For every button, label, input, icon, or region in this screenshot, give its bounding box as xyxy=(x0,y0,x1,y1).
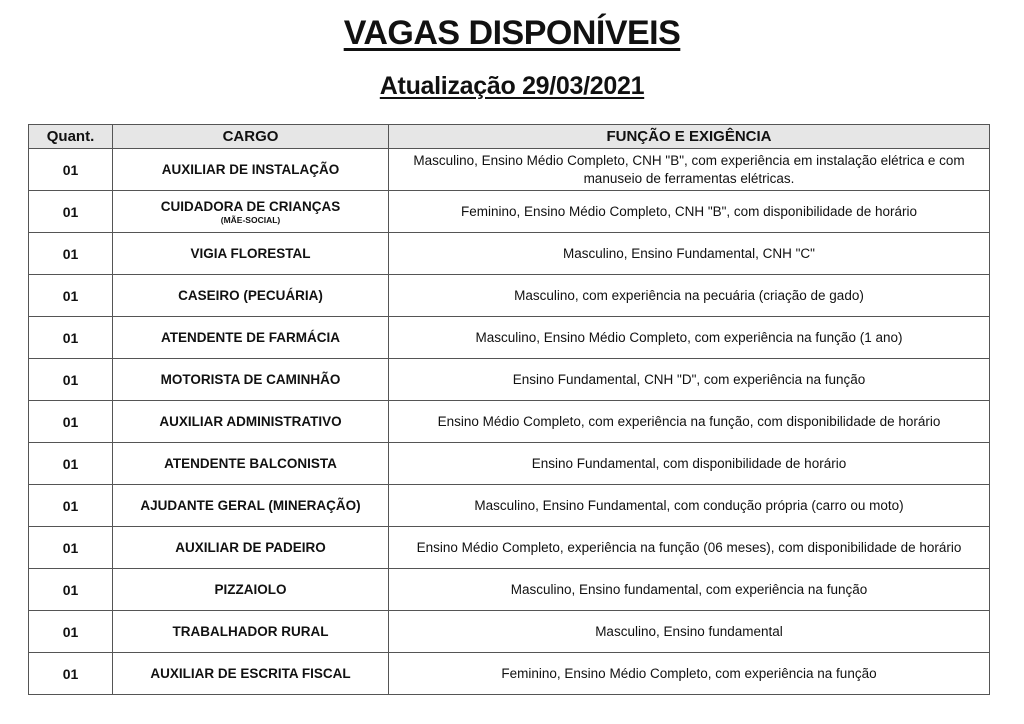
funcao-cell: Ensino Fundamental, CNH "D", com experiência na função xyxy=(389,359,990,401)
funcao-cell: Masculino, Ensino Médio Completo, CNH "B", com experiência em instalação elétrica e com manuseio de ferramentas elétricas. xyxy=(389,149,990,191)
table-row xyxy=(29,233,990,275)
column-header-funcao: FUNÇÃO E EXIGÊNCIA xyxy=(389,125,990,149)
table-row xyxy=(29,485,990,527)
cargo-title: PIZZAIOLO xyxy=(214,581,287,597)
quant-cell: 01 xyxy=(29,611,113,653)
quant-cell: 01 xyxy=(29,485,113,527)
funcao-cell: Masculino, Ensino fundamental, com experiência na função xyxy=(389,569,990,611)
cargo-title: CASEIRO (PECUÁRIA) xyxy=(178,287,323,303)
cargo-title: TRABALHADOR RURAL xyxy=(172,623,329,639)
quant-cell: 01 xyxy=(29,653,113,695)
quant-cell: 01 xyxy=(29,359,113,401)
table-row xyxy=(29,275,990,317)
quant-cell: 01 xyxy=(29,149,113,191)
funcao-cell: Masculino, com experiência na pecuária (criação de gado) xyxy=(389,275,990,317)
funcao-cell: Masculino, Ensino Fundamental, com condução própria (carro ou moto) xyxy=(389,485,990,527)
cargo-cell xyxy=(113,275,389,317)
cargo-cell xyxy=(113,233,389,275)
table-row xyxy=(29,401,990,443)
table-row xyxy=(29,317,990,359)
quant-cell: 01 xyxy=(29,401,113,443)
quant-cell: 01 xyxy=(29,317,113,359)
cargo-title: MOTORISTA DE CAMINHÃO xyxy=(160,371,341,387)
cargo-subtitle: (MÃE-SOCIAL) xyxy=(220,214,281,225)
cargo-cell xyxy=(113,611,389,653)
cargo-cell xyxy=(113,527,389,569)
column-header-quant: Quant. xyxy=(29,125,113,149)
cargo-cell xyxy=(113,149,389,191)
funcao-cell: Masculino, Ensino fundamental xyxy=(389,611,990,653)
page-title xyxy=(0,14,1024,53)
quant-cell: 01 xyxy=(29,527,113,569)
table-row xyxy=(29,149,990,191)
cargo-title: AUXILIAR DE ESCRITA FISCAL xyxy=(150,665,351,681)
cargo-title: AJUDANTE GERAL (MINERAÇÃO) xyxy=(140,497,361,513)
funcao-cell: Masculino, Ensino Médio Completo, com experiência na função (1 ano) xyxy=(389,317,990,359)
update-date xyxy=(0,72,1024,101)
table-row xyxy=(29,359,990,401)
cargo-cell xyxy=(113,653,389,695)
quant-cell: 01 xyxy=(29,191,113,233)
table-row xyxy=(29,191,990,233)
funcao-cell: Feminino, Ensino Médio Completo, com experiência na função xyxy=(389,653,990,695)
cargo-title: AUXILIAR ADMINISTRATIVO xyxy=(159,413,342,429)
table-header-row xyxy=(29,125,990,149)
table-row xyxy=(29,569,990,611)
cargo-cell xyxy=(113,359,389,401)
cargo-cell xyxy=(113,485,389,527)
cargo-title: AUXILIAR DE INSTALAÇÃO xyxy=(161,161,340,177)
page-title-text: VAGAS DISPONÍVEIS xyxy=(343,14,681,52)
quant-cell: 01 xyxy=(29,443,113,485)
table-row xyxy=(29,443,990,485)
cargo-title: CUIDADORA DE CRIANÇAS xyxy=(160,198,341,214)
funcao-cell: Feminino, Ensino Médio Completo, CNH "B", com disponibilidade de horário xyxy=(389,191,990,233)
cargo-cell xyxy=(113,569,389,611)
vacancies-table xyxy=(28,124,990,695)
column-header-cargo: CARGO xyxy=(113,125,389,149)
cargo-cell xyxy=(113,317,389,359)
funcao-cell: Ensino Médio Completo, experiência na função (06 meses), com disponibilidade de horário xyxy=(389,527,990,569)
funcao-cell: Ensino Fundamental, com disponibilidade de horário xyxy=(389,443,990,485)
table-row xyxy=(29,611,990,653)
quant-cell: 01 xyxy=(29,233,113,275)
cargo-cell xyxy=(113,443,389,485)
table-row xyxy=(29,527,990,569)
funcao-cell: Masculino, Ensino Fundamental, CNH "C" xyxy=(389,233,990,275)
cargo-title: ATENDENTE BALCONISTA xyxy=(164,455,337,471)
cargo-cell xyxy=(113,191,389,233)
cargo-title: VIGIA FLORESTAL xyxy=(190,245,311,261)
funcao-cell: Ensino Médio Completo, com experiência na função, com disponibilidade de horário xyxy=(389,401,990,443)
cargo-title: AUXILIAR DE PADEIRO xyxy=(175,539,326,555)
table-row xyxy=(29,653,990,695)
quant-cell: 01 xyxy=(29,569,113,611)
update-date-text: Atualização 29/03/2021 xyxy=(379,72,645,100)
quant-cell: 01 xyxy=(29,275,113,317)
cargo-title: ATENDENTE DE FARMÁCIA xyxy=(160,329,340,345)
cargo-cell xyxy=(113,401,389,443)
